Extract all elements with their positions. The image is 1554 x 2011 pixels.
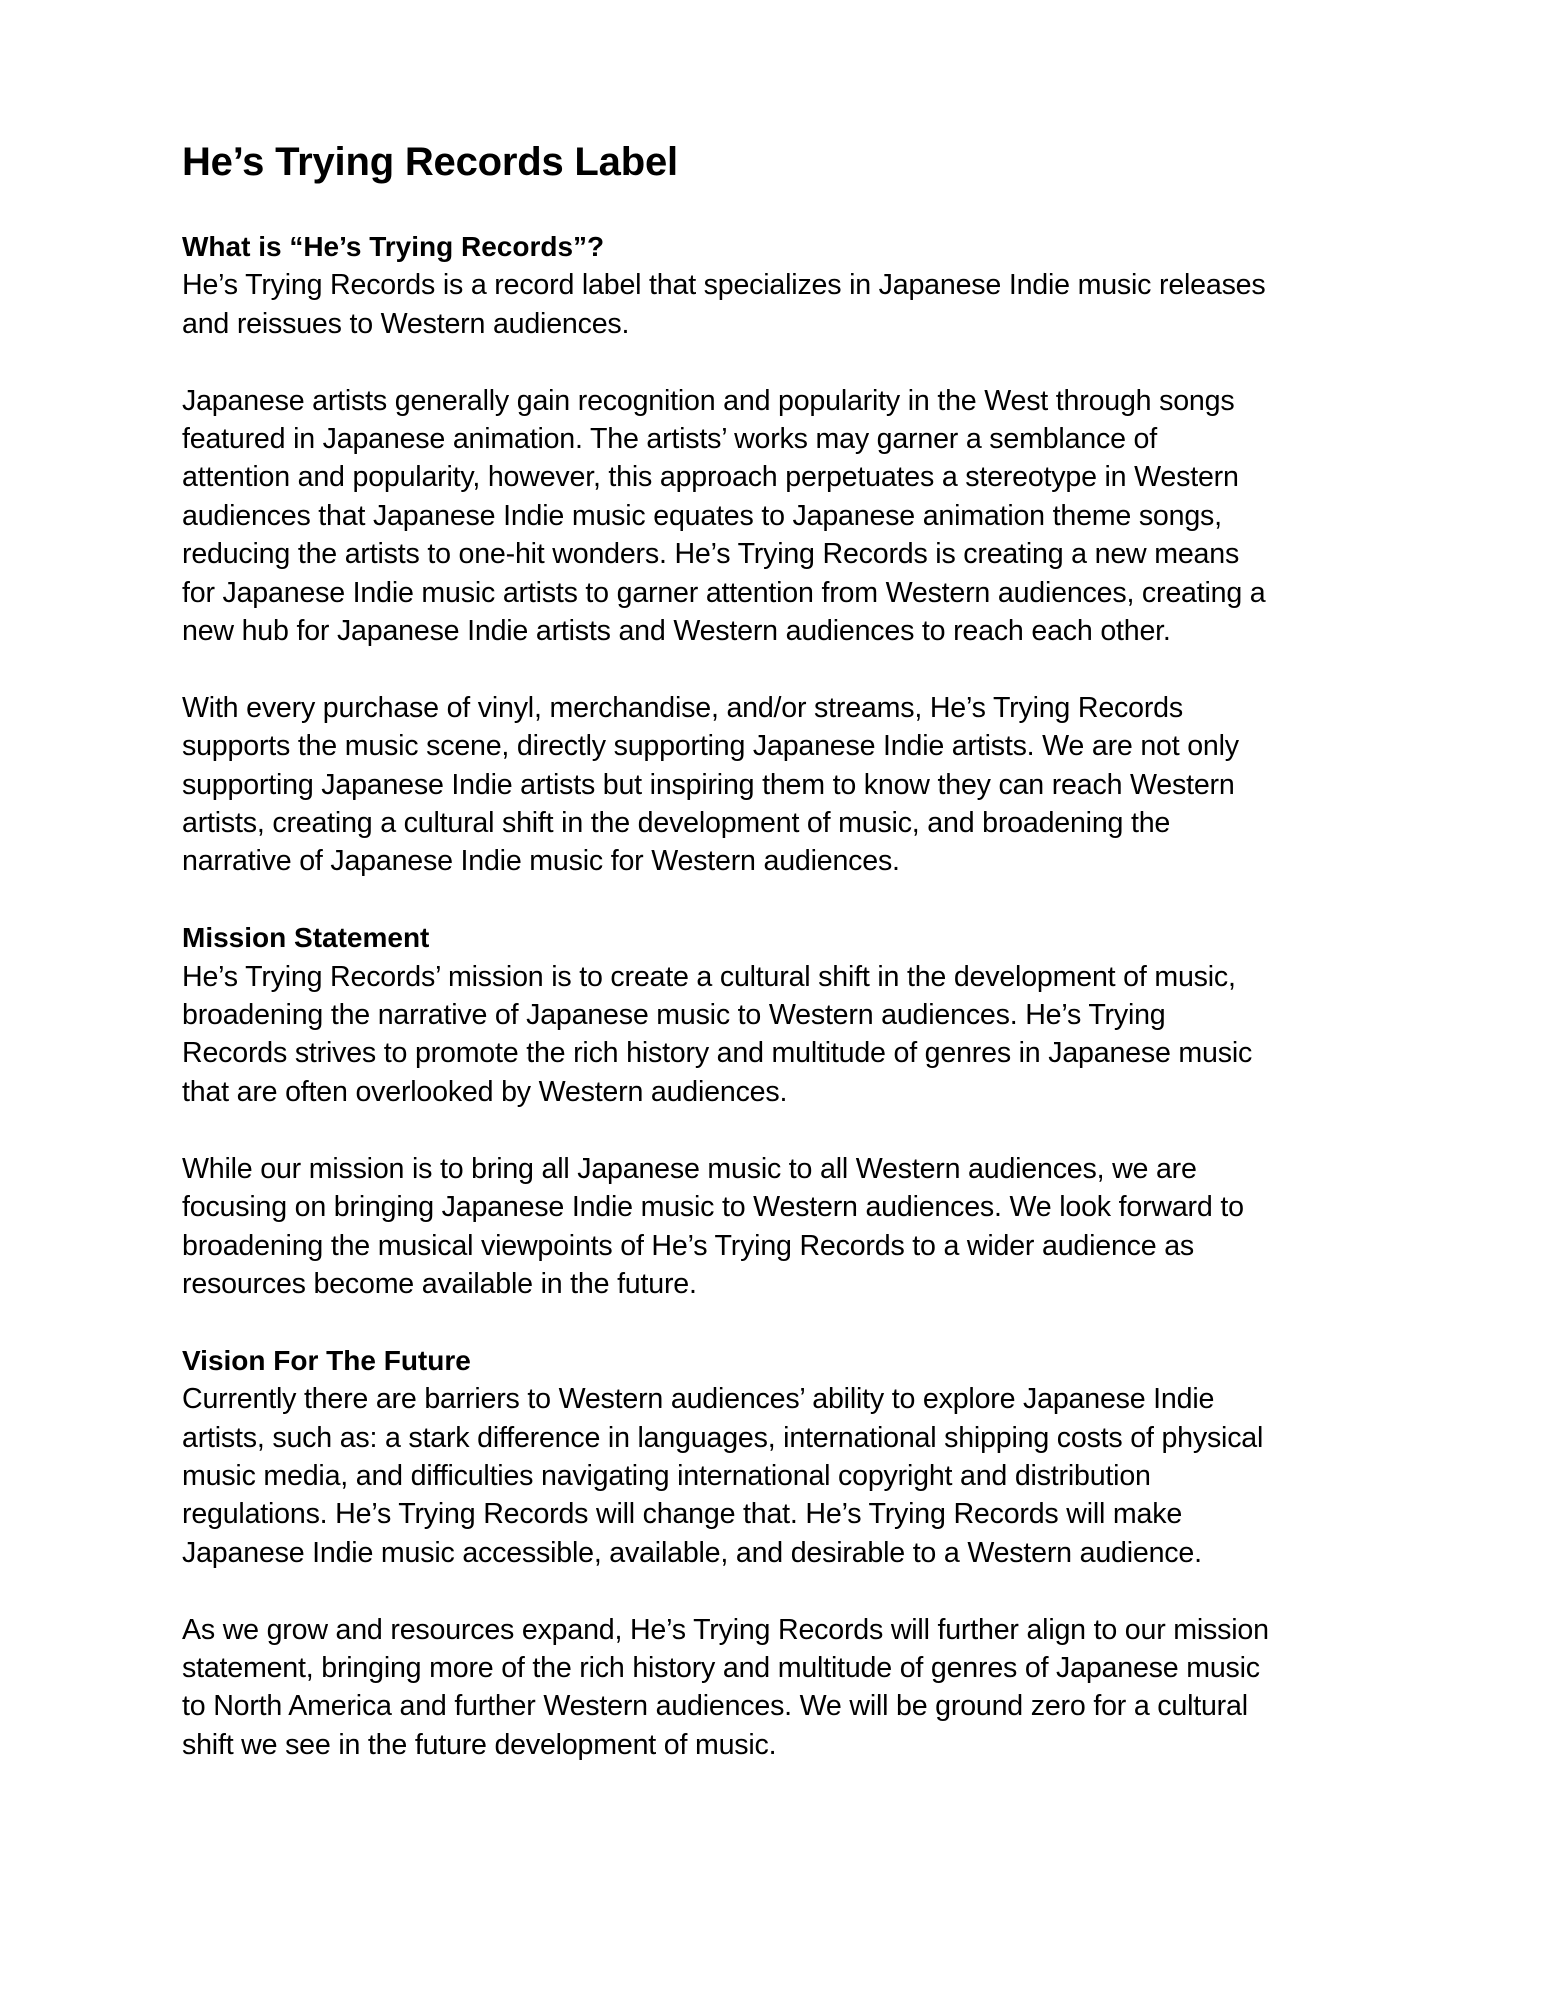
paragraph (182, 1150, 1382, 1304)
paragraph (182, 958, 1382, 1112)
text-line: that are often overlooked by Western audiences. (182, 1075, 788, 1108)
text-line: music media, and difficulties navigating international copyright and distribution (182, 1459, 1151, 1492)
text-line: He’s Trying Records is a record label that specializes in Japanese Indie music releases (182, 269, 1266, 302)
section-heading-vision: Vision For The Future (182, 1344, 471, 1376)
paragraph (182, 1380, 1382, 1572)
text-line: resources become available in the future. (182, 1267, 697, 1300)
text-line: As we grow and resources expand, He’s Trying Records will further align to our mission (182, 1613, 1269, 1646)
section-heading-what-is: What is “He’s Trying Records”? (182, 231, 605, 262)
text-line: While our mission is to bring all Japanese music to all Western audiences, we are (182, 1152, 1197, 1185)
text-line: regulations. He’s Trying Records will change that. He’s Trying Records will make (182, 1498, 1183, 1531)
text-line: Records strives to promote the rich history and multitude of genres in Japanese music (182, 1037, 1253, 1070)
text-line: broadening the musical viewpoints of He’s Trying Records to a wider audience as (182, 1229, 1195, 1262)
document-title: He’s Trying Records Label (182, 140, 678, 184)
text-line: supporting Japanese Indie artists but inspiring them to know they can reach Western (182, 768, 1235, 801)
paragraph (182, 1611, 1382, 1765)
text-line: reducing the artists to one-hit wonders. He’s Trying Records is creating a new means (182, 538, 1240, 571)
text-line: audiences that Japanese Indie music equates to Japanese animation theme songs, (182, 499, 1222, 532)
text-line: artists, such as: a stark difference in languages, international shipping costs of physical (182, 1421, 1264, 1454)
paragraph (182, 689, 1382, 881)
paragraph (182, 382, 1382, 651)
text-line: Currently there are barriers to Western audiences’ ability to explore Japanese Indie (182, 1383, 1215, 1416)
text-line: featured in Japanese animation. The artists’ works may garner a semblance of (182, 423, 1157, 456)
text-line: artists, creating a cultural shift in the development of music, and broadening the (182, 807, 1171, 840)
section-what-is (182, 228, 1382, 881)
text-line: statement, bringing more of the rich history and multitude of genres of Japanese music (182, 1651, 1260, 1684)
text-line: and reissues to Western audiences. (182, 307, 630, 340)
text-line: supports the music scene, directly supporting Japanese Indie artists. We are not only (182, 730, 1239, 763)
text-line: narrative of Japanese Indie music for Western audiences. (182, 845, 900, 878)
text-line: broadening the narrative of Japanese music to Western audiences. He’s Trying (182, 999, 1166, 1032)
text-line: attention and popularity, however, this approach perpetuates a stereotype in Western (182, 461, 1239, 494)
document-page (182, 138, 1382, 1803)
text-line: With every purchase of vinyl, merchandise, and/or streams, He’s Trying Records (182, 691, 1183, 724)
text-line: Japanese Indie music accessible, available, and desirable to a Western audience. (182, 1536, 1202, 1569)
text-line: shift we see in the future development of music. (182, 1728, 777, 1761)
text-line: Japanese artists generally gain recognition and popularity in the West through songs (182, 384, 1235, 417)
paragraph (182, 266, 1382, 343)
text-line: focusing on bringing Japanese Indie music to Western audiences. We look forward to (182, 1191, 1244, 1224)
text-line: He’s Trying Records’ mission is to create a cultural shift in the development of music, (182, 960, 1236, 993)
section-mission-statement (182, 919, 1382, 1303)
section-heading-mission: Mission Statement (182, 922, 430, 954)
section-vision-future (182, 1342, 1382, 1764)
text-line: to North America and further Western audiences. We will be ground zero for a cultural (182, 1690, 1248, 1723)
text-line: new hub for Japanese Indie artists and Western audiences to reach each other. (182, 615, 1171, 648)
text-line: for Japanese Indie music artists to garner attention from Western audiences, creating a (182, 576, 1266, 609)
